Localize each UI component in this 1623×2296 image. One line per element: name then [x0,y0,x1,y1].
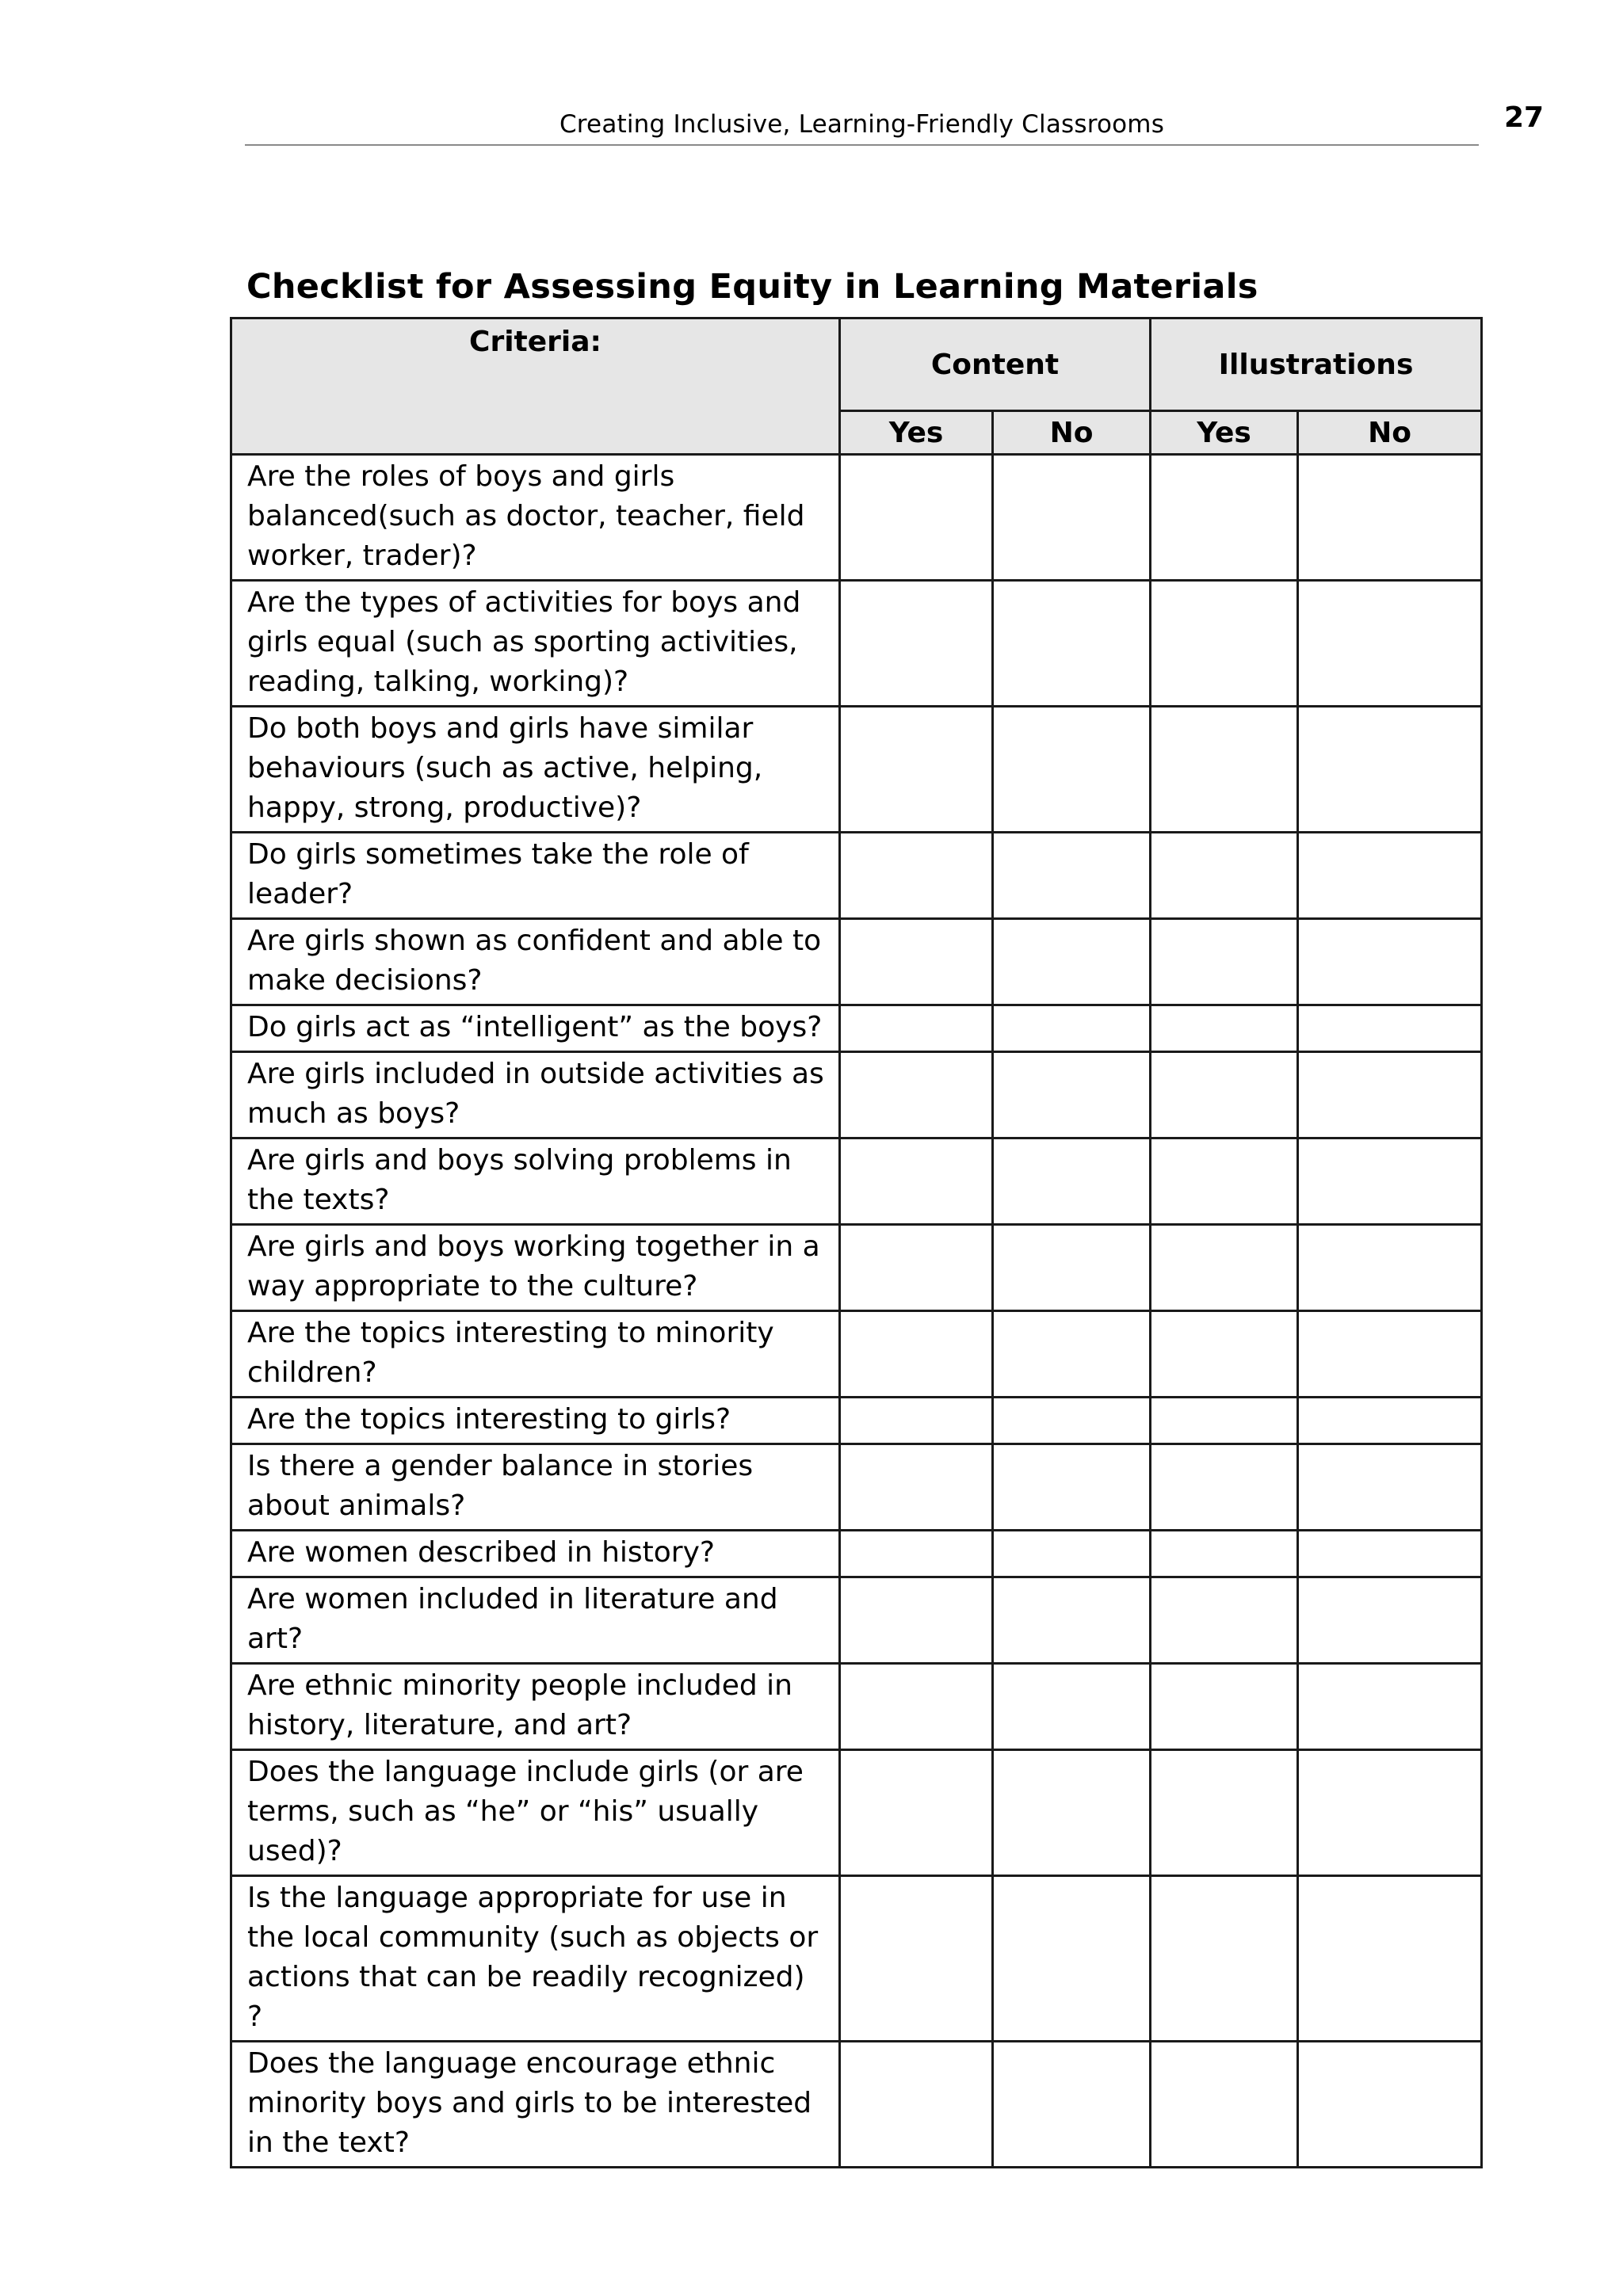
content-yes-cell[interactable] [840,1225,993,1311]
illustrations-yes-cell[interactable] [1151,1225,1298,1311]
content-no-cell[interactable] [993,833,1151,919]
content-no-cell[interactable] [993,1876,1151,2042]
content-yes-cell[interactable] [840,1138,993,1225]
criterion-row [231,1577,1482,1664]
illustrations-yes-cell[interactable] [1151,1052,1298,1138]
illustrations-yes-cell[interactable] [1151,707,1298,833]
illustrations-yes-cell[interactable] [1151,1876,1298,2042]
illustrations-yes-cell[interactable] [1151,455,1298,581]
illustrations-yes-cell[interactable] [1151,919,1298,1005]
content-yes-cell[interactable] [840,1005,993,1052]
criterion-row [231,1005,1482,1052]
criterion-text: Does the language encourage ethnic minority boys and girls to be interested in the text? [231,2042,840,2168]
page-number: 27 [1504,101,1545,134]
illustrations-yes-cell[interactable] [1151,1531,1298,1577]
content-no-cell[interactable] [993,1138,1151,1225]
criterion-row [231,1664,1482,1750]
criterion-text: Do girls act as “intelligent” as the boys? [231,1005,840,1052]
content-no-cell[interactable] [993,1750,1151,1876]
criterion-row [231,1876,1482,2042]
illustrations-no-cell[interactable] [1298,1664,1482,1750]
content-no-cell[interactable] [993,1052,1151,1138]
content-group-header: Content [840,318,1151,411]
content-yes-header: Yes [840,411,993,455]
criterion-text: Does the language include girls (or are terms, such as “he” or “his” usually used)? [231,1750,840,1876]
illustrations-no-cell[interactable] [1298,581,1482,707]
illustrations-no-cell[interactable] [1298,1750,1482,1876]
header-row-groups [231,318,1482,411]
criterion-row [231,1138,1482,1225]
content-no-cell[interactable] [993,2042,1151,2168]
content-no-cell[interactable] [993,1577,1151,1664]
content-no-cell[interactable] [993,1311,1151,1398]
illustrations-no-cell[interactable] [1298,455,1482,581]
criterion-text: Are ethnic minority people included in history, literature, and art? [231,1664,840,1750]
illustrations-yes-cell[interactable] [1151,1577,1298,1664]
criterion-row [231,1052,1482,1138]
checklist-table [230,317,1483,2168]
content-yes-cell[interactable] [840,1311,993,1398]
criterion-row [231,1750,1482,1876]
content-no-cell[interactable] [993,707,1151,833]
criterion-text: Are women described in history? [231,1531,840,1577]
content-no-cell[interactable] [993,455,1151,581]
content-yes-cell[interactable] [840,1577,993,1664]
criterion-text: Are girls and boys working together in a way appropriate to the culture? [231,1225,840,1311]
content-yes-cell[interactable] [840,455,993,581]
content-no-cell[interactable] [993,1664,1151,1750]
illustrations-no-cell[interactable] [1298,1577,1482,1664]
criterion-row [231,455,1482,581]
criterion-row [231,2042,1482,2168]
content-yes-cell[interactable] [840,1876,993,2042]
content-yes-cell[interactable] [840,1531,993,1577]
illustrations-no-cell[interactable] [1298,2042,1482,2168]
illustrations-yes-cell[interactable] [1151,1444,1298,1531]
checklist-body [231,455,1482,2168]
illustrations-yes-cell[interactable] [1151,1664,1298,1750]
criterion-text: Is there a gender balance in stories about animals? [231,1444,840,1531]
criterion-row [231,581,1482,707]
criterion-row [231,1398,1482,1444]
criterion-row [231,1531,1482,1577]
criterion-text: Do girls sometimes take the role of leader? [231,833,840,919]
content-no-cell[interactable] [993,919,1151,1005]
criterion-row [231,919,1482,1005]
criterion-text: Are the topics interesting to minority children? [231,1311,840,1398]
content-yes-cell[interactable] [840,919,993,1005]
criterion-text: Are girls included in outside activities as much as boys? [231,1052,840,1138]
criterion-text: Do both boys and girls have similar behaviours (such as active, helping, happy, strong, productive)? [231,707,840,833]
criterion-text: Are the topics interesting to girls? [231,1398,840,1444]
content-no-cell[interactable] [993,1531,1151,1577]
content-yes-cell[interactable] [840,707,993,833]
criterion-row [231,707,1482,833]
criterion-row [231,833,1482,919]
content-yes-cell[interactable] [840,833,993,919]
illustrations-no-cell[interactable] [1298,1876,1482,2042]
content-yes-cell[interactable] [840,1664,993,1750]
illustrations-no-cell[interactable] [1298,1311,1482,1398]
content-yes-cell[interactable] [840,581,993,707]
criterion-text: Are the roles of boys and girls balanced(such as doctor, teacher, field worker, trader)? [231,455,840,581]
content-yes-cell[interactable] [840,1398,993,1444]
illustrations-no-cell[interactable] [1298,833,1482,919]
content-yes-cell[interactable] [840,2042,993,2168]
illustrations-no-cell[interactable] [1298,1531,1482,1577]
illustrations-no-cell[interactable] [1298,1052,1482,1138]
criteria-header: Criteria: [231,318,840,455]
illustrations-yes-cell[interactable] [1151,1005,1298,1052]
illustrations-no-cell[interactable] [1298,919,1482,1005]
content-no-cell[interactable] [993,1225,1151,1311]
checklist-title: Checklist for Assessing Equity in Learning Materials [246,267,1258,307]
content-yes-cell[interactable] [840,1052,993,1138]
criterion-text: Are girls shown as confident and able to make decisions? [231,919,840,1005]
illustrations-no-cell[interactable] [1298,1005,1482,1052]
illustrations-no-cell[interactable] [1298,1225,1482,1311]
illustrations-no-cell[interactable] [1298,1398,1482,1444]
illustrations-yes-cell[interactable] [1151,1398,1298,1444]
content-no-cell[interactable] [993,1398,1151,1444]
illustrations-no-header: No [1298,411,1482,455]
illustrations-yes-cell[interactable] [1151,1138,1298,1225]
illustrations-yes-cell[interactable] [1151,2042,1298,2168]
criterion-row [231,1225,1482,1311]
illustrations-yes-cell[interactable] [1151,1750,1298,1876]
criterion-text: Are women included in literature and art? [231,1577,840,1664]
running-header: Creating Inclusive, Learning-Friendly Classrooms [245,105,1479,146]
criterion-row [231,1444,1482,1531]
illustrations-yes-header: Yes [1151,411,1298,455]
illustrations-yes-cell[interactable] [1151,581,1298,707]
content-yes-cell[interactable] [840,1750,993,1876]
content-no-cell[interactable] [993,1005,1151,1052]
illustrations-no-cell[interactable] [1298,1444,1482,1531]
content-no-cell[interactable] [993,1444,1151,1531]
illustrations-yes-cell[interactable] [1151,833,1298,919]
criterion-text: Is the language appropriate for use in the local community (such as objects or actions that can be readily recognized) ? [231,1876,840,2042]
content-yes-cell[interactable] [840,1444,993,1531]
illustrations-no-cell[interactable] [1298,707,1482,833]
content-no-cell[interactable] [993,581,1151,707]
illustrations-no-cell[interactable] [1298,1138,1482,1225]
criterion-row [231,1311,1482,1398]
content-no-header: No [993,411,1151,455]
criterion-text: Are girls and boys solving problems in the texts? [231,1138,840,1225]
illustrations-group-header: Illustrations [1151,318,1482,411]
criterion-text: Are the types of activities for boys and girls equal (such as sporting activities, reading, talking, working)? [231,581,840,707]
illustrations-yes-cell[interactable] [1151,1311,1298,1398]
